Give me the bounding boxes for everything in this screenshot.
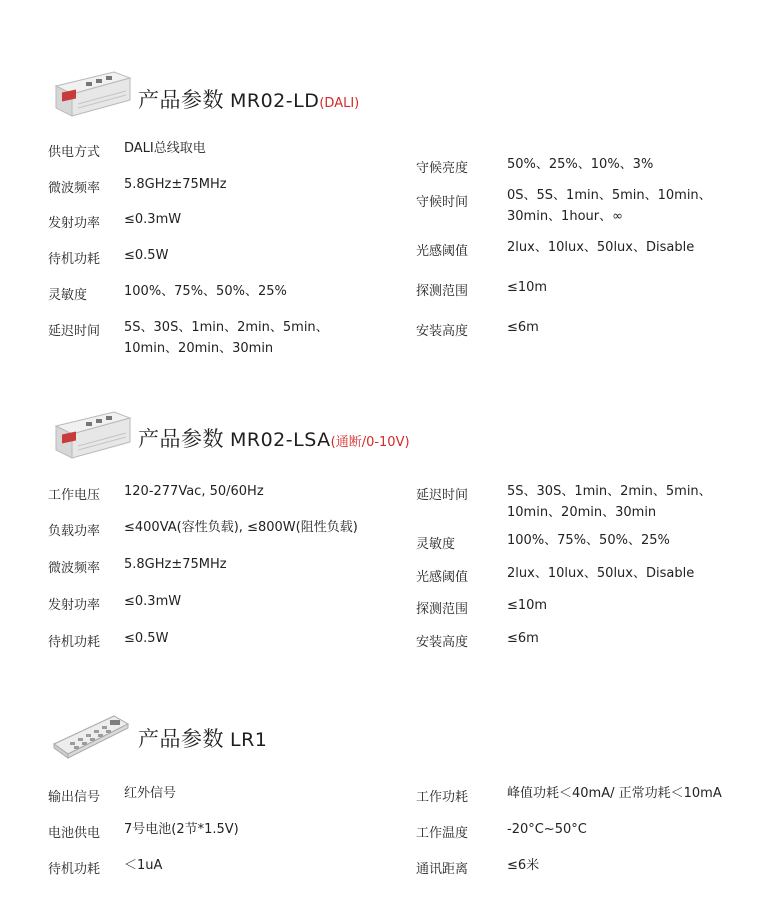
spec-value: ≤6米 [507, 858, 540, 873]
spec-label: 安装高度 [416, 635, 469, 650]
spec-label: 供电方式 [48, 145, 101, 160]
spec-value: ≤400VA(容性负载), ≤800W(阻性负载) [124, 520, 358, 535]
spec-label: 微波频率 [48, 561, 101, 576]
spec-value: ≤0.3mW [124, 212, 182, 227]
spec-label: 通讯距离 [416, 862, 469, 877]
spec-value: 5.8GHz±75MHz [124, 177, 227, 192]
spec-value: ≤6m [507, 320, 539, 335]
spec-label: 负载功率 [48, 524, 101, 539]
spec-label: 探测范围 [416, 602, 469, 617]
title-text: 产品参数 [138, 727, 224, 751]
spec-value: DALI总线取电 [124, 141, 206, 156]
model-note: (通断/0-10V) [330, 435, 410, 450]
section-title [138, 723, 267, 753]
spec-label: 延迟时间 [48, 324, 101, 339]
spec-value: ≤10m [507, 598, 548, 613]
spec-label: 工作功耗 [416, 790, 469, 805]
model-name: MR02-LSA [230, 429, 331, 451]
spec-value: 5S、30S、1min、2min、5min、 [124, 320, 329, 335]
spec-label: 待机功耗 [48, 252, 101, 267]
remote-control-image [50, 712, 132, 760]
spec-value: ≤10m [507, 280, 548, 295]
sensor-module-image [50, 64, 132, 120]
spec-value-line2: 10min、20min、30min [124, 341, 274, 356]
spec-value: 红外信号 [124, 786, 177, 801]
spec-label: 安装高度 [416, 324, 469, 339]
spec-value-line2: 10min、20min、30min [507, 505, 657, 520]
spec-label: 待机功耗 [48, 862, 101, 877]
spec-value: ≤0.5W [124, 631, 169, 646]
spec-label: 延迟时间 [416, 488, 469, 503]
spec-value: 100%、75%、50%、25% [507, 533, 670, 548]
spec-label: 电池供电 [48, 826, 101, 841]
section-title [138, 84, 359, 114]
spec-label: 灵敏度 [48, 288, 88, 303]
model-note: (DALI) [319, 96, 360, 111]
spec-value: ≤0.5W [124, 248, 169, 263]
spec-label: 灵敏度 [416, 537, 456, 552]
spec-value: 峰值功耗＜40mA/ 正常功耗＜10mA [507, 786, 722, 801]
spec-value: -20°C~50°C [507, 822, 587, 837]
spec-label: 工作温度 [416, 826, 469, 841]
spec-value: 50%、25%、10%、3% [507, 157, 654, 172]
spec-value: 120-277Vac, 50/60Hz [124, 484, 264, 499]
spec-value-line2: 30min、1hour、∞ [507, 209, 623, 224]
title-text: 产品参数 [138, 427, 224, 451]
spec-value: 0S、5S、1min、5min、10min、 [507, 188, 712, 203]
spec-label: 探测范围 [416, 284, 469, 299]
spec-label: 输出信号 [48, 790, 101, 805]
title-text: 产品参数 [138, 88, 224, 112]
spec-label: 工作电压 [48, 488, 101, 503]
spec-value: 2lux、10lux、50lux、Disable [507, 240, 695, 255]
spec-label: 发射功率 [48, 598, 101, 613]
spec-label: 发射功率 [48, 216, 101, 231]
spec-value: 7号电池(2节*1.5V) [124, 822, 239, 837]
spec-label: 守候亮度 [416, 161, 469, 176]
spec-value: 5S、30S、1min、2min、5min、 [507, 484, 712, 499]
spec-label: 守候时间 [416, 195, 469, 210]
sensor-module-image [50, 404, 132, 462]
model-name: MR02-LD [230, 90, 320, 112]
spec-label: 微波频率 [48, 181, 101, 196]
spec-value: ≤6m [507, 631, 539, 646]
spec-label: 光感阈值 [416, 570, 469, 585]
model-name: LR1 [230, 729, 268, 751]
section-title [138, 423, 410, 453]
spec-value: ≤0.3mW [124, 594, 182, 609]
spec-value: 5.8GHz±75MHz [124, 557, 227, 572]
spec-value: ＜1uA [124, 858, 163, 873]
spec-value: 100%、75%、50%、25% [124, 284, 287, 299]
spec-label: 待机功耗 [48, 635, 101, 650]
spec-label: 光感阈值 [416, 244, 469, 259]
spec-value: 2lux、10lux、50lux、Disable [507, 566, 695, 581]
